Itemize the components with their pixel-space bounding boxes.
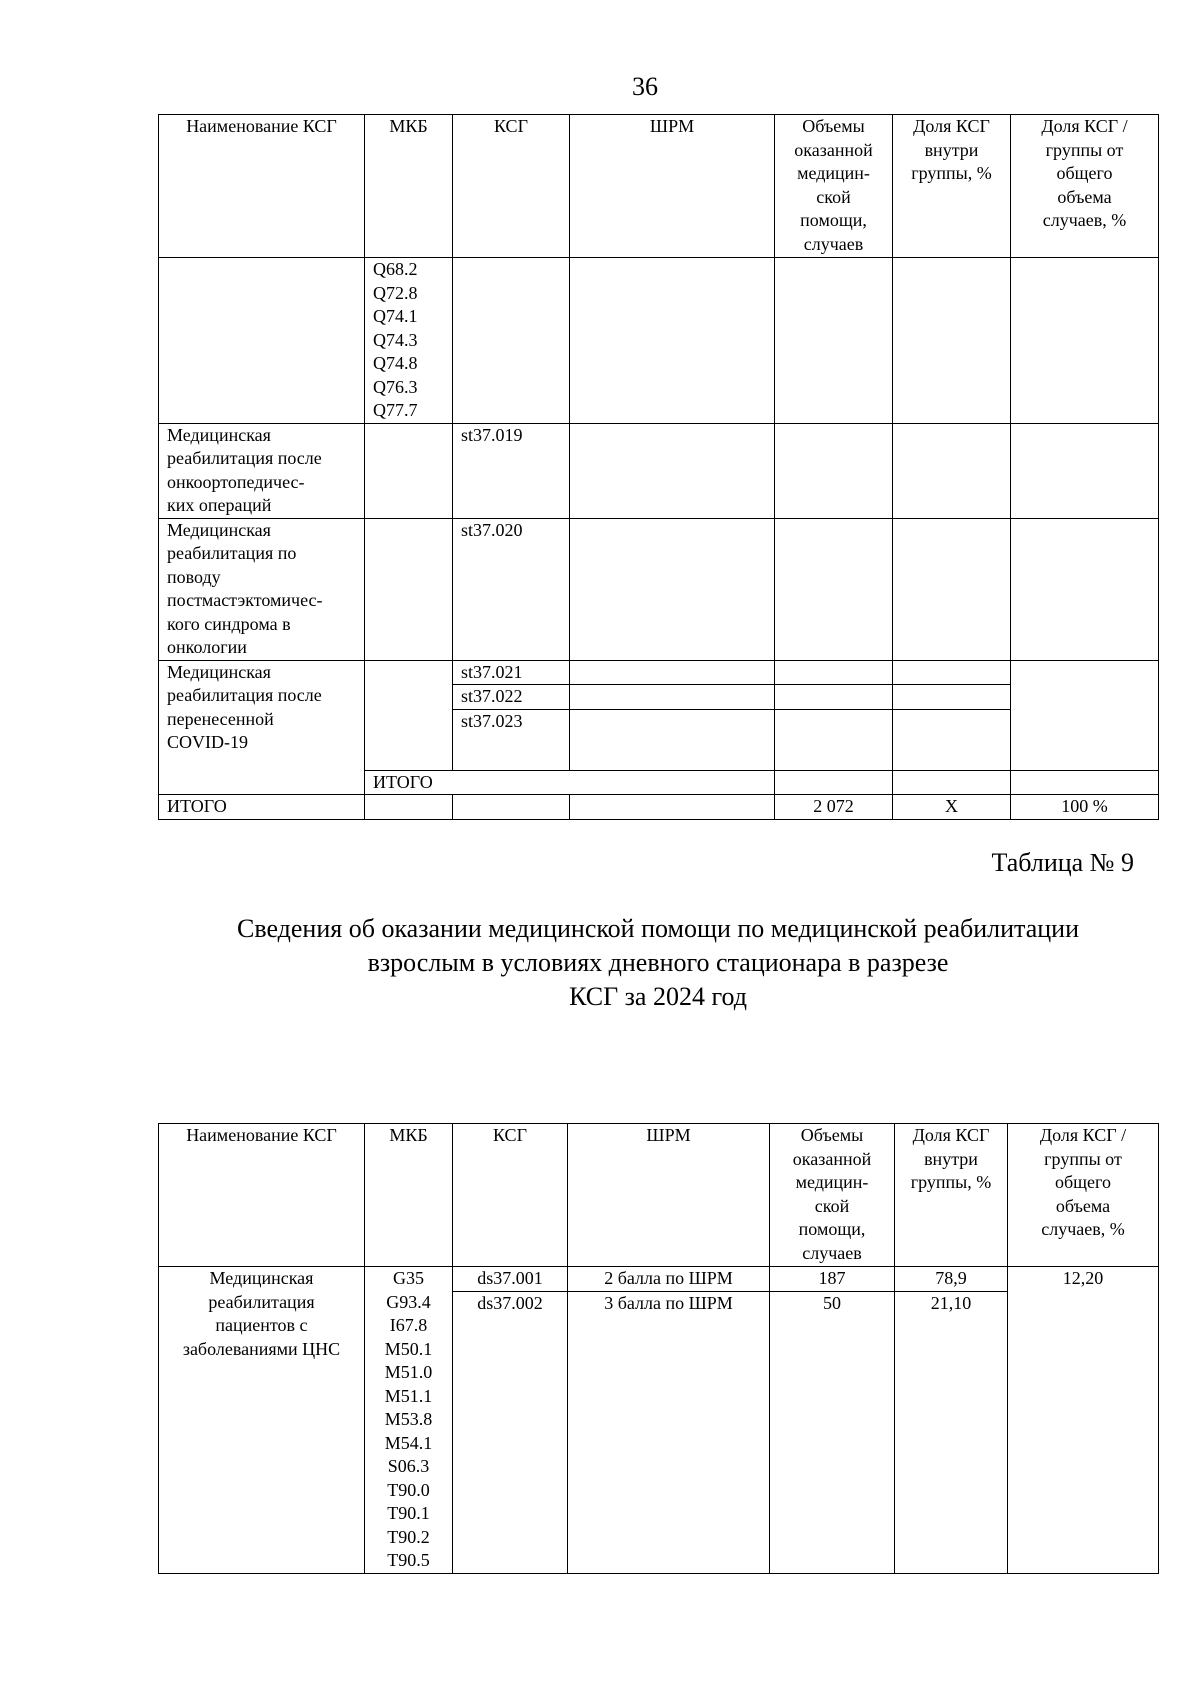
ksg-code-cell: st37.022 (453, 685, 570, 710)
page-number: 36 (632, 72, 658, 101)
volume-cell: 50 (770, 1291, 895, 1573)
shrm-cell: 2 балла по ШРМ (568, 1267, 770, 1292)
table-row (159, 518, 1159, 660)
header-shrm: ШРМ (570, 115, 775, 258)
volume-cell: 187 (770, 1267, 895, 1292)
header-mkb: МКБ (365, 1124, 453, 1267)
ksg-code-cell: st37.021 (453, 660, 570, 685)
header-ksg: КСГ (453, 115, 570, 258)
mkb-codes-cell: Q68.2 Q72.8 Q74.1 Q74.3 Q74.8 Q76.3 Q77.7 (365, 258, 453, 424)
ksg-name-cell: Медицинская реабилитация после онкоортопедичес- ких операций (159, 423, 365, 518)
header-share-total: Доля КСГ / группы от общего объема случаев, % (1011, 115, 1159, 258)
ksg-code-cell: st37.020 (453, 518, 570, 660)
header-name: Наименование КСГ (159, 115, 365, 258)
mkb-codes-cell: G35 G93.4 I67.8 M50.1 M51.0 M51.1 M53.8 M54.1 S06.3 T90.0 T90.1 T90.2 T90.5 (365, 1267, 453, 1574)
table-row (159, 660, 1159, 685)
table-caption: Таблица № 9 (991, 848, 1134, 877)
table-row (159, 423, 1159, 518)
subtotal-label: ИТОГО (365, 770, 775, 795)
total-share-group: Х (893, 795, 1011, 820)
table-row (159, 258, 1159, 424)
ksg-code-cell: st37.023 (453, 709, 570, 770)
ksg-name-cell: Медицинская реабилитация пациентов с заболеваниями ЦНС (159, 1267, 365, 1574)
total-row (159, 795, 1159, 820)
header-share-group: Доля КСГ внутри группы, % (893, 115, 1011, 258)
ksg-code-cell: st37.019 (453, 423, 570, 518)
total-label: ИТОГО (159, 795, 365, 820)
header-ksg: КСГ (453, 1124, 568, 1267)
header-volume: Объемы оказанной медицин- ской помощи, случаев (770, 1124, 895, 1267)
ksg-name-cell: Медицинская реабилитация после перенесенной COVID-19 (159, 660, 365, 770)
table-header-row (159, 1124, 1159, 1267)
section-title: Сведения об оказании медицинской помощи по медицинской реабилитации взрослым в условиях дневного стационара в разрезе КСГ за 2024 год (237, 914, 1079, 1011)
table-header-row (159, 115, 1159, 258)
table-row (159, 1267, 1159, 1292)
share-total-cell: 12,20 (1008, 1267, 1159, 1574)
share-group-cell: 78,9 (895, 1267, 1008, 1292)
total-share-total: 100 % (1011, 795, 1159, 820)
header-mkb: МКБ (365, 115, 453, 258)
ksg-code-cell: ds37.001 (453, 1267, 568, 1292)
total-volume: 2 072 (775, 795, 893, 820)
header-name: Наименование КСГ (159, 1124, 365, 1267)
header-volume: Объемы оказанной медицин- ской помощи, случаев (775, 115, 893, 258)
header-share-group: Доля КСГ внутри группы, % (895, 1124, 1008, 1267)
ksg-name-cell: Медицинская реабилитация по поводу постмастэктомичес- кого синдрома в онкологии (159, 518, 365, 660)
header-share-total: Доля КСГ / группы от общего объема случаев, % (1008, 1124, 1159, 1267)
subtotal-row (159, 770, 1159, 795)
shrm-cell: 3 балла по ШРМ (568, 1291, 770, 1573)
header-shrm: ШРМ (568, 1124, 770, 1267)
ksg-table-9 (158, 1123, 1159, 1574)
ksg-code-cell: ds37.002 (453, 1291, 568, 1573)
ksg-table-continued (158, 114, 1159, 820)
share-group-cell: 21,10 (895, 1291, 1008, 1573)
